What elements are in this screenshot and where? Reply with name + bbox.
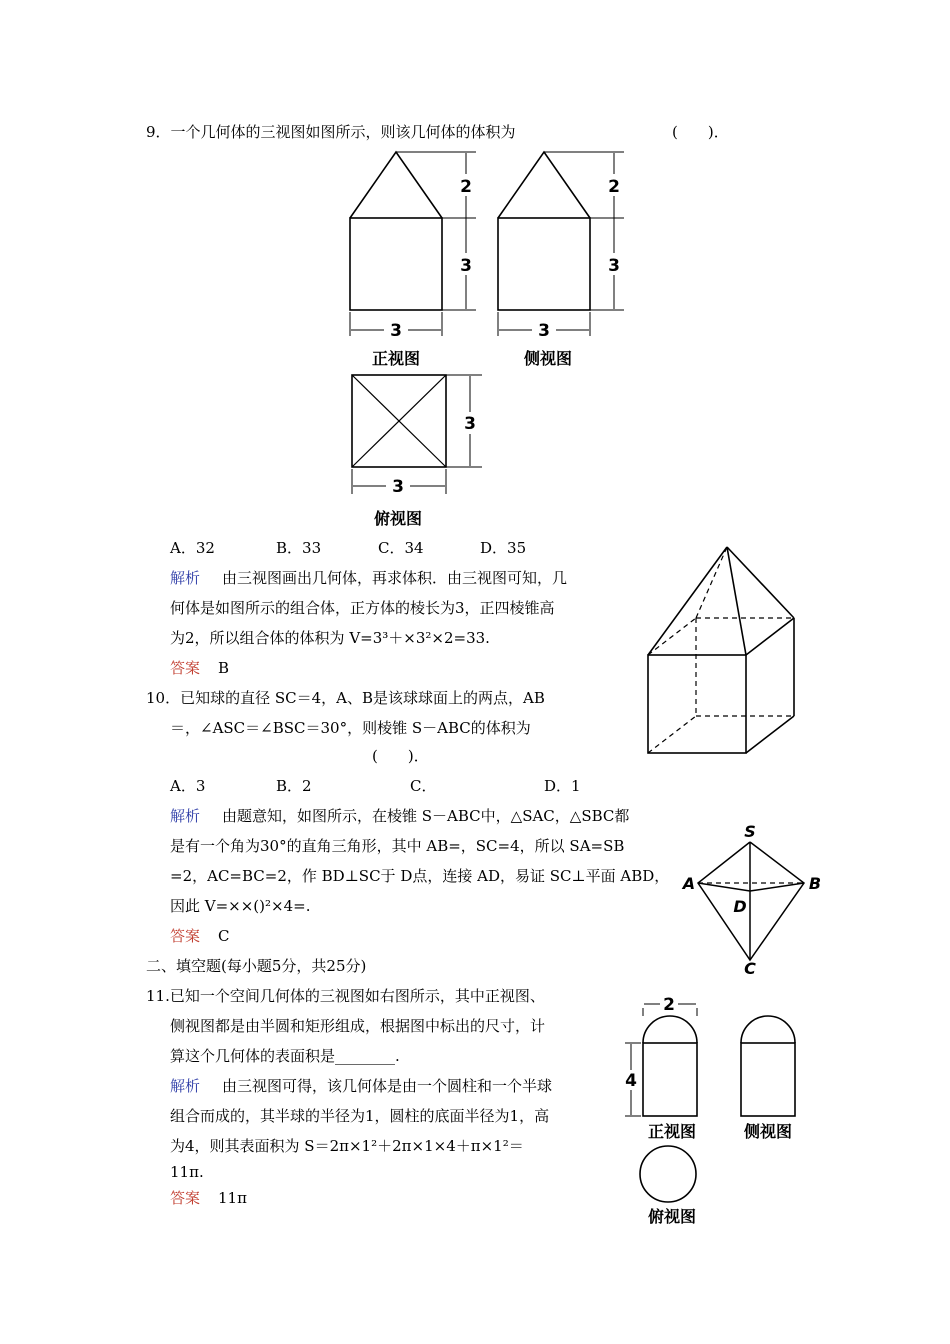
q10-analysis-label: 解析: [170, 807, 201, 825]
q9-answer: B: [218, 659, 230, 677]
q10-label-s: S: [744, 822, 756, 841]
section-2-heading: 二、填空题(每小题5分，共25分): [146, 957, 367, 975]
q10-option-b: B．2: [276, 777, 312, 795]
q10-label-b: B: [808, 874, 822, 893]
q11-dim-height: 4: [625, 1071, 637, 1091]
q9-analysis-line-2: 何体是如图所示的组合体，正方体的棱长为3，正四棱锥高: [170, 599, 555, 617]
q9-blank: ( )．: [672, 123, 729, 141]
q9-option-b: B．33: [276, 539, 322, 557]
q11-analysis-line-2: 组合而成的，其半球的半径为1，圆柱的底面半径为1，高: [170, 1107, 550, 1125]
q11-stem-line-3: 算这个几何体的表面积是________.: [170, 1047, 400, 1065]
q9-top-dim-height: 3: [464, 414, 476, 434]
q11-front-caption: 正视图: [647, 1122, 697, 1141]
q10-option-d: D．1: [544, 777, 581, 795]
q9-side-caption: 侧视图: [523, 349, 573, 368]
q11-analysis-line-4: 11π.: [170, 1163, 204, 1181]
q11-stem-line-2: 侧视图都是由半圆和矩形组成，根据图中标出的尺寸，计: [170, 1017, 546, 1035]
q10-answer-label: 答案: [170, 927, 201, 945]
q9-option-a: A．32: [170, 539, 215, 557]
q9-stem: 9．一个几何体的三视图如图所示，则该几何体的体积为: [146, 123, 516, 141]
q10-analysis-line-2: 是有一个角为30°的直角三角形，其中 AB=，SC=4，所以 SA=SB: [170, 837, 625, 855]
q11-stem-line-1: 11.已知一个空间几何体的三视图如右图所示，其中正视图、: [146, 987, 545, 1005]
q9-top-caption: 俯视图: [373, 509, 423, 528]
q9-side-dim-height-bottom: 3: [608, 256, 620, 276]
q9-analysis-line-3: 为2，所以组合体的体积为 V=3³＋×3²×2=33.: [170, 629, 490, 647]
q10-label-d: D: [733, 897, 747, 916]
q10-answer: C: [218, 927, 230, 945]
q10-analysis-line-3: =2，AC=BC=2，作 BD⊥SC于 D点，连接 AD，易证 SC⊥平面 ABD，: [170, 867, 670, 885]
q10-stem-line-1: 10．已知球的直径 SC＝4，A、B是该球球面上的两点，AB: [146, 689, 545, 707]
q10-option-a: A．3: [170, 777, 206, 795]
q9-top-dim-width: 3: [392, 477, 404, 497]
q9-front-dim-height-bottom: 3: [460, 256, 472, 276]
q10-label-c: C: [744, 959, 756, 978]
q9-side-dim-width: 3: [538, 321, 550, 341]
q9-analysis-label: 解析: [170, 569, 201, 587]
q11-top-caption: 俯视图: [647, 1207, 697, 1226]
q11-analysis-line-3: 为4，则其表面积为 S＝2π×1²＋2π×1×4＋π×1²＝: [170, 1137, 524, 1155]
q11-analysis-label: 解析: [170, 1077, 201, 1095]
q9-option-d: D．35: [480, 539, 527, 557]
q10-analysis-line-4: 因此 V=××()²×4=.: [170, 897, 311, 915]
q11-answer: 11π: [218, 1189, 247, 1207]
q10-label-a: A: [682, 874, 696, 893]
q9-front-caption: 正视图: [371, 349, 421, 368]
q11-side-caption: 侧视图: [743, 1122, 793, 1141]
q11-dim-width: 2: [663, 995, 675, 1015]
q9-answer-label: 答案: [170, 659, 201, 677]
q11-answer-label: 答案: [170, 1189, 201, 1207]
q9-front-dim-height-top: 2: [460, 177, 472, 197]
q10-stem-line-2: ＝，∠ASC＝∠BSC＝30°，则棱锥 S－ABC的体积为: [170, 719, 531, 737]
q10-blank: ( )．: [372, 747, 429, 765]
q10-analysis-line-1: 由题意知，如图所示，在棱锥 S－ABC中，△SAC，△SBC都: [222, 807, 630, 825]
q9-analysis-line-1: 由三视图画出几何体，再求体积．由三视图可知，几: [222, 569, 568, 587]
q11-analysis-line-1: 由三视图可得，该几何体是由一个圆柱和一个半球: [222, 1077, 553, 1095]
q9-option-c: C．34: [378, 539, 424, 557]
q10-option-c: C．: [410, 777, 437, 795]
q9-front-dim-width: 3: [390, 321, 402, 341]
q9-side-dim-height-top: 2: [608, 177, 620, 197]
